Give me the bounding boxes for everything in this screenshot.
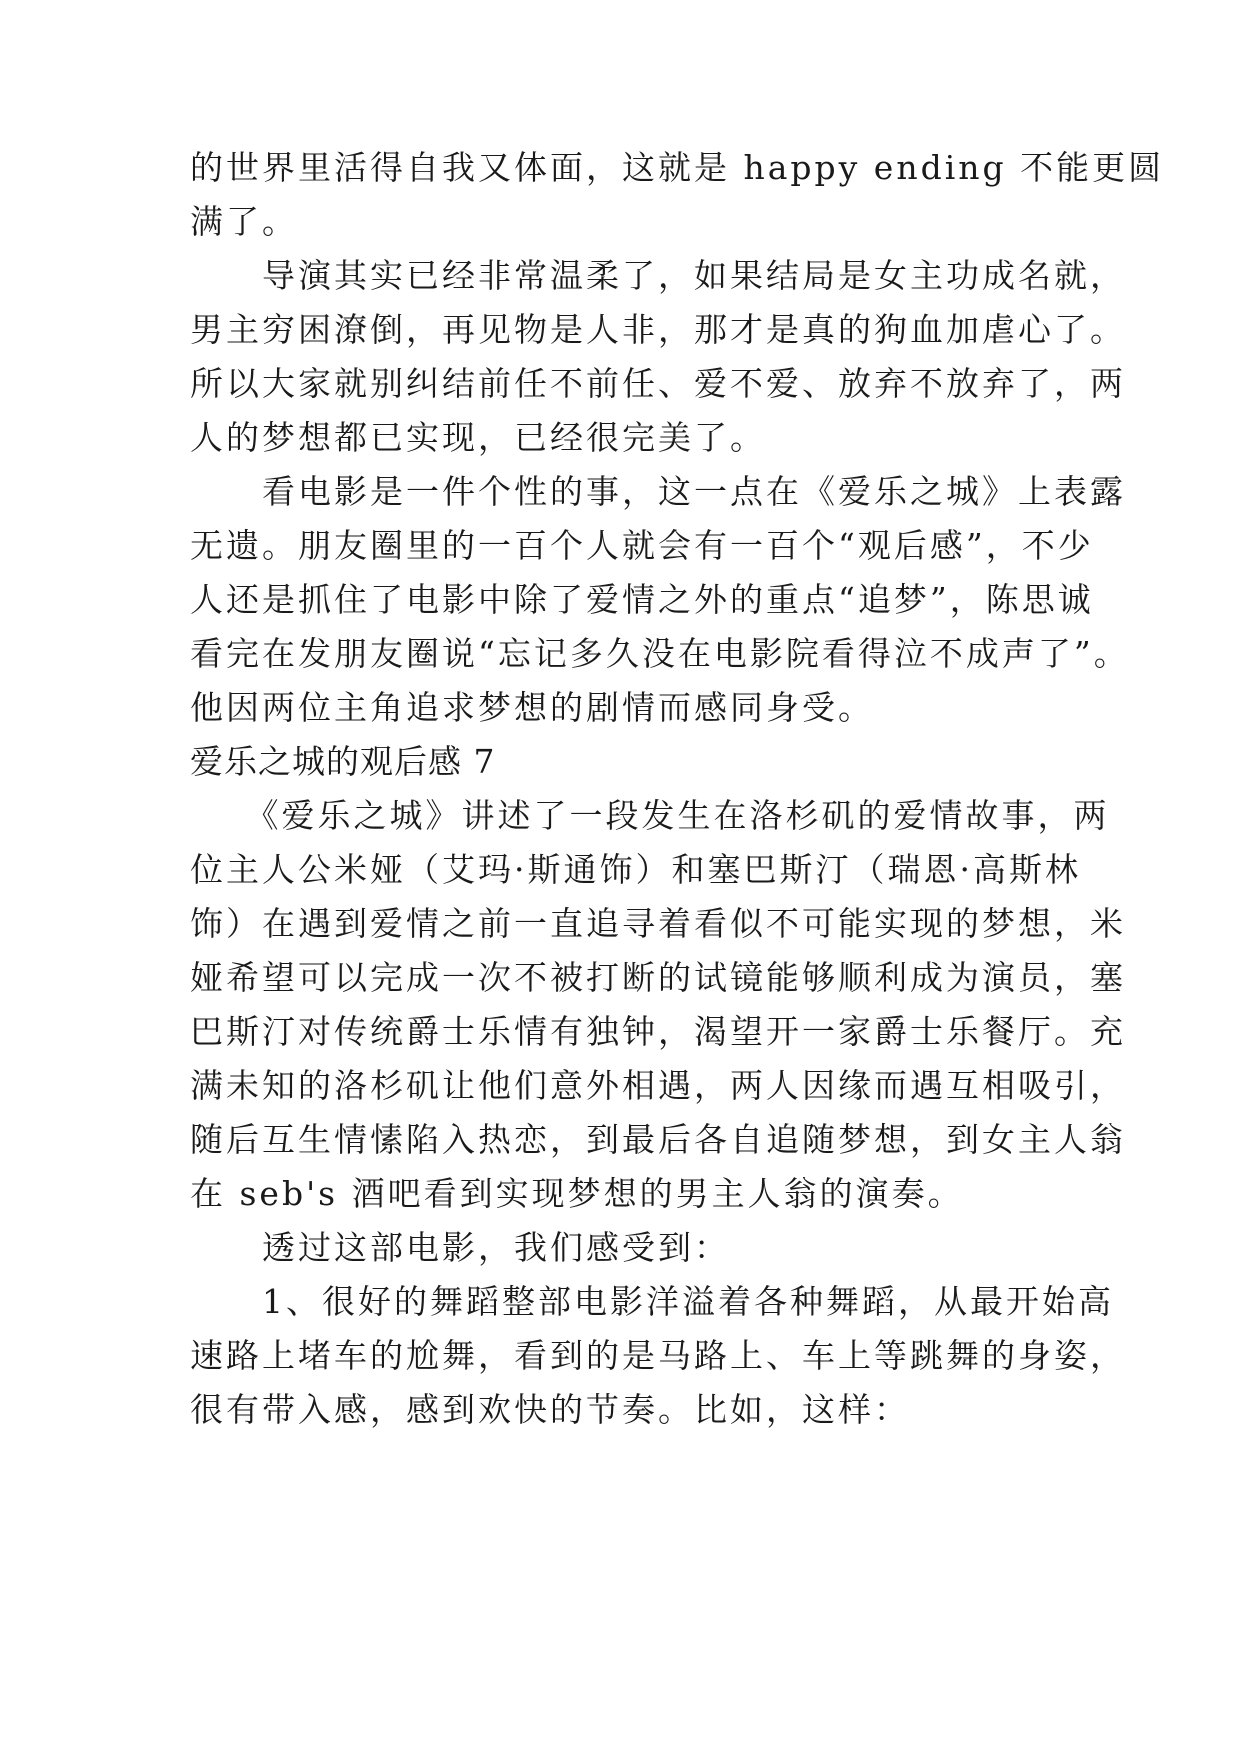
text-line: 看完在发朋友圈说“忘记多久没在电影院看得泣不成声了”。: [190, 634, 1130, 673]
text-line: 人的梦想都已实现，已经很完美了。: [190, 418, 766, 457]
text-line: 满了。: [190, 202, 298, 241]
paragraph-start: 看电影是一件个性的事，这一点在《爱乐之城》上表露: [190, 472, 1126, 511]
paragraph-start: 《爱乐之城》讲述了一段发生在洛杉矶的爱情故事，两: [190, 796, 1110, 835]
text-line: 人还是抓住了电影中除了爱情之外的重点“追梦”，陈思诚: [190, 580, 1094, 619]
text-line: 无遗。朋友圈里的一百个人就会有一百个“观后感”，不少: [190, 526, 1094, 565]
paragraph-start: 导演其实已经非常温柔了，如果结局是女主功成名就，: [190, 256, 1126, 295]
text-line: 娅希望可以完成一次不被打断的试镜能够顺利成为演员，塞: [190, 958, 1126, 997]
section-heading: 爱乐之城的观后感 7: [190, 742, 496, 781]
text-line: 随后互生情愫陷入热恋，到最后各自追随梦想，到女主人翁: [190, 1120, 1126, 1159]
text-line: 满未知的洛杉矶让他们意外相遇，两人因缘而遇互相吸引，: [190, 1066, 1126, 1105]
paragraph-start: 透过这部电影，我们感受到：: [190, 1228, 730, 1267]
text-line: 位主人公米娅（艾玛·斯通饰）和塞巴斯汀（瑞恩·高斯林: [190, 850, 1081, 889]
text-line: 巴斯汀对传统爵士乐情有独钟，渴望开一家爵士乐餐厅。充: [190, 1012, 1126, 1051]
text-line: 速路上堵车的尬舞，看到的是马路上、车上等跳舞的身姿，: [190, 1336, 1126, 1375]
paragraph-start: 1、很好的舞蹈整部电影洋溢着各种舞蹈，从最开始高: [190, 1282, 1114, 1321]
text-line: 饰）在遇到爱情之前一直追寻着看似不可能实现的梦想，米: [190, 904, 1126, 943]
text-line: 所以大家就别纠结前任不前任、爱不爱、放弃不放弃了，两: [190, 364, 1126, 403]
text-line: 男主穷困潦倒，再见物是人非，那才是真的狗血加虐心了。: [190, 310, 1126, 349]
text-line: 他因两位主角追求梦想的剧情而感同身受。: [190, 688, 874, 727]
text-line: 的世界里活得自我又体面，这就是 happy ending 不能更圆: [190, 148, 1165, 187]
text-line: 在 seb's 酒吧看到实现梦想的男主人翁的演奏。: [190, 1174, 964, 1213]
text-line: 很有带入感，感到欢快的节奏。比如，这样：: [190, 1390, 910, 1429]
